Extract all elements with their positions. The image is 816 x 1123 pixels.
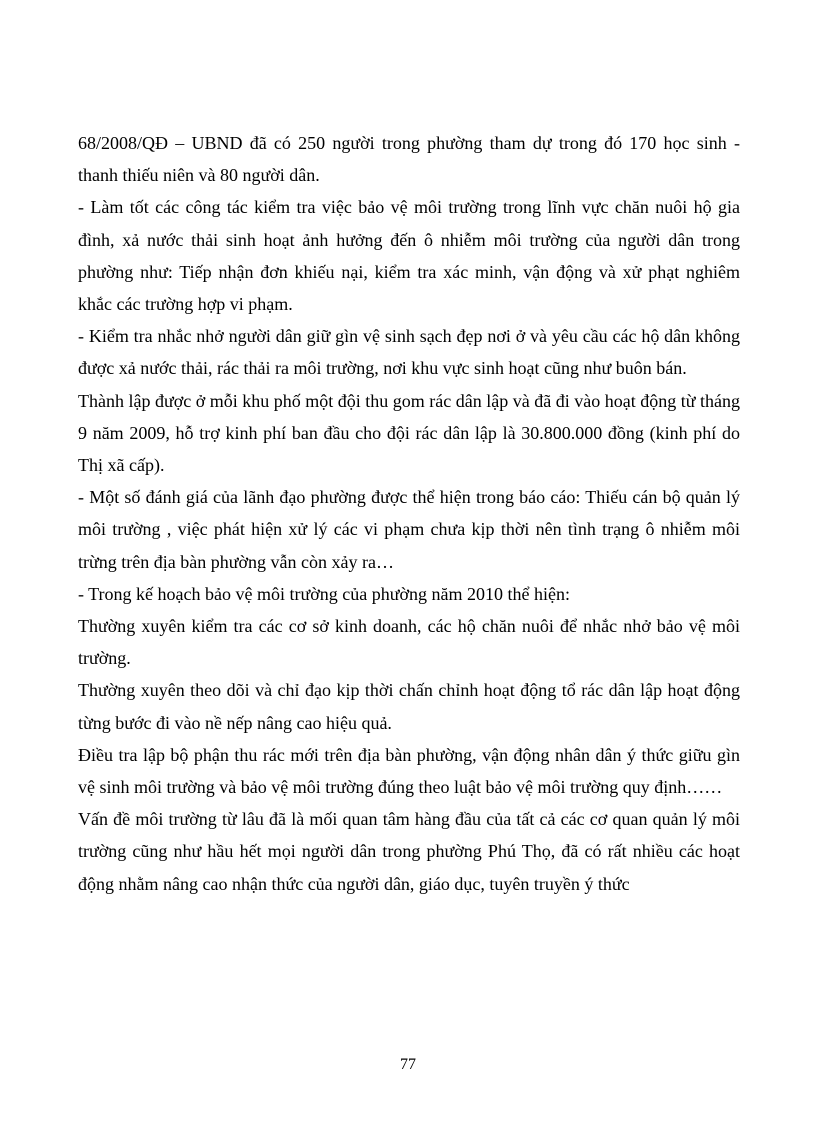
paragraph-survey: Điều tra lập bộ phận thu rác mới trên địa bàn phường, vận động nhân dân ý thức giữu gìn vệ sinh môi trường và bảo vệ môi trường đúng theo luật bảo vệ môi trường quy định……	[78, 744, 740, 798]
paragraph-waste-collection-team: Thành lập được ở mỗi khu phố một đội thu gom rác dân lập và đã đi vào hoạt động từ tháng 9 năm 2009, hỗ trợ kinh phí ban đầu cho đội rác dân lập là 30.800.000 đồng (kinh phí do Thị xã cấp).	[78, 390, 740, 476]
page-number: 77	[400, 1056, 416, 1073]
document-body	[78, 127, 740, 900]
paragraph-leadership-assessment: - Một số đánh giá của lãnh đạo phường được thể hiện trong báo cáo: Thiếu cán bộ quản lý môi trường , việc phát hiện xử lý các vi phạm chưa kịp thời nên tình trạng ô nhiễm môi trừng trên địa bàn phường vẫn còn xảy ra…	[78, 487, 740, 572]
paragraph-monitoring: Thường xuyên theo dõi và chỉ đạo kịp thời chấn chỉnh hoạt động tổ rác dân lập hoạt động từng bước đi vào nề nếp nâng cao hiệu quả.	[78, 680, 740, 733]
paragraph-regular-inspection: Thường xuyên kiểm tra các cơ sở kinh doanh, các hộ chăn nuôi để nhắc nhở bảo vệ môi trường.	[78, 616, 740, 669]
paragraph-reminders: - Kiểm tra nhắc nhở người dân giữ gìn vệ sinh sạch đẹp nơi ở và yêu cầu các hộ dân không được xả nước thải, rác thải ra môi trường, nơi khu vực sinh hoạt cũng như buôn bán.	[78, 326, 740, 379]
paragraph-decision-attendance: 68/2008/QĐ – UBND đã có 250 người trong phường tham dự trong đó 170 học sinh - thanh thiếu niên và 80 người dân.	[78, 133, 740, 186]
paragraph-2010-plan: - Trong kế hoạch bảo vệ môi trường của phường năm 2010 thể hiện:	[78, 583, 570, 604]
paragraph-environmental-concern: Vấn đề môi trường từ lâu đã là mối quan tâm hàng đầu của tất cả các cơ quan quản lý môi trường cũng như hầu hết mọi người dân trong phường Phú Thọ, đã có rất nhiều các hoạt động nhằm nâng cao nhận thức của người dân, giáo dục, tuyên truyền ý thức	[78, 809, 740, 894]
paragraph-inspection-work: - Làm tốt các công tác kiểm tra việc bảo vệ môi trường trong lĩnh vực chăn nuôi hộ gia đình, xả nước thải sinh hoạt ảnh hưởng đến ô nhiễm môi trường của người dân trong phường như: Tiếp nhận đơn khiếu nại, kiểm tra xác minh, vận động và xử phạt nghiêm khắc các trường hợp vi phạm.	[78, 197, 740, 315]
